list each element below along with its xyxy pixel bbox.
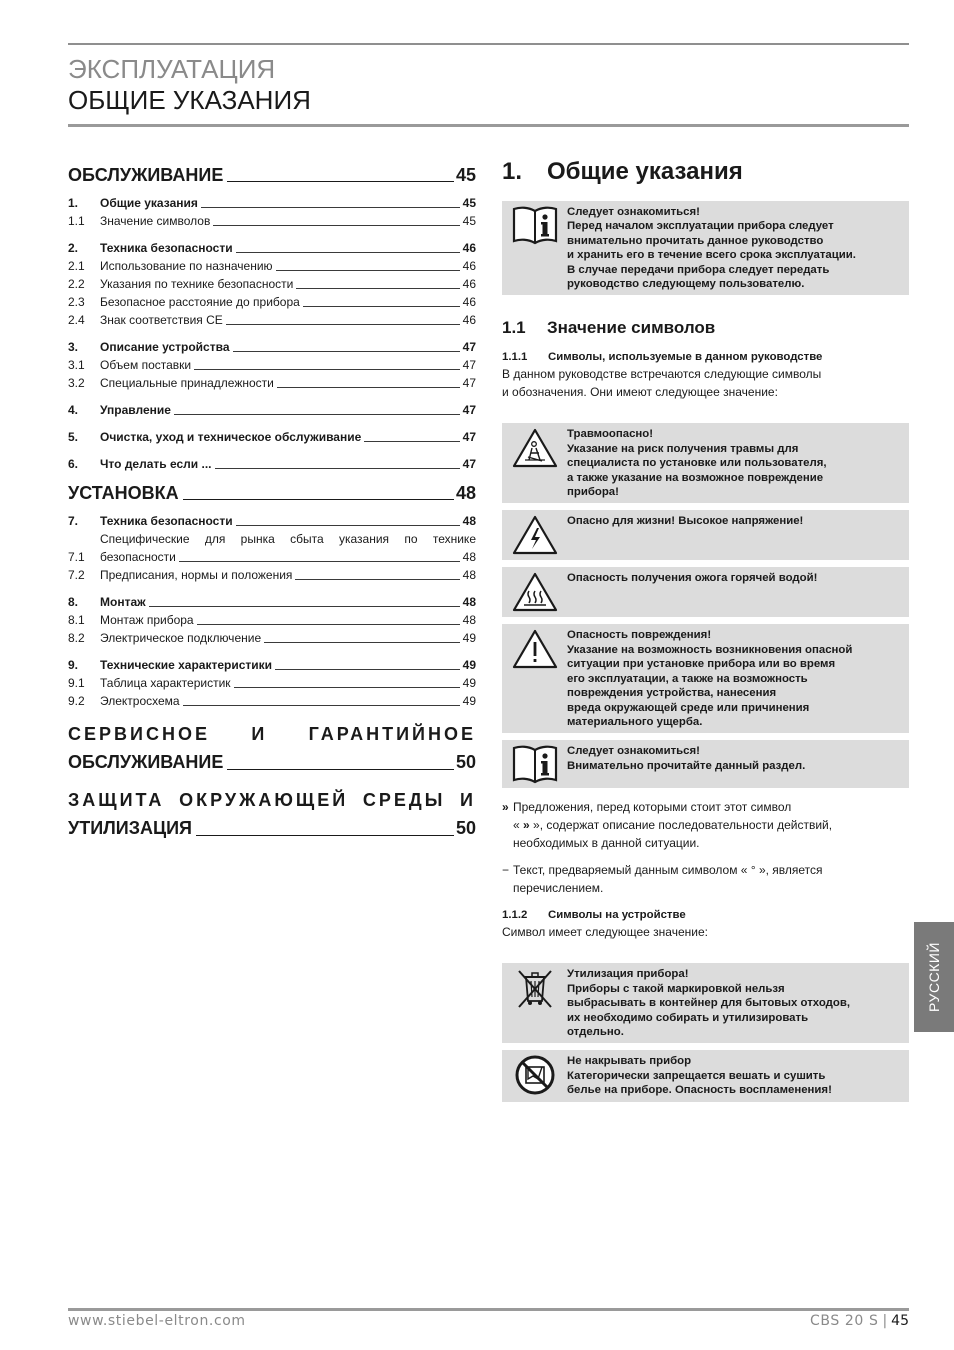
footer-model-page: CBS 20 S | 45 — [810, 1313, 909, 1329]
toc-entry[interactable]: 1. Общие указания 45 — [68, 196, 476, 210]
note-text-line: а также указание на возможное повреждение — [567, 471, 824, 484]
note-text-line: Опасно для жизни! Высокое напряжение! — [567, 515, 804, 528]
toc-major-entry[interactable]: ЗАЩИТА ОКРУЖАЮЩЕЙ СРЕДЫ И УТИЛИЗАЦИЯ 50 — [68, 790, 476, 838]
toc-entry[interactable]: 8.1 Монтаж прибора 48 — [68, 613, 476, 627]
section-title: 1. Общие указания — [502, 158, 743, 185]
language-tab[interactable]: РУССКИЙ — [914, 922, 954, 1032]
footer-rule — [68, 1308, 909, 1311]
toc-major-entry[interactable]: УСТАНОВКА 48 — [68, 483, 476, 503]
toc-entry[interactable]: 2.1 Использование по назначению 46 — [68, 259, 476, 273]
toc-group — [68, 656, 476, 710]
warning-box — [502, 1050, 909, 1101]
note-box — [502, 201, 909, 295]
toc-entry[interactable]: 2.2 Указания по технике безопасности 46 — [68, 277, 476, 291]
note-text-line: Травмоопасно! — [567, 428, 654, 441]
note-text-line: Следует ознакомиться! — [567, 206, 700, 218]
note-box — [502, 740, 909, 788]
toc-group — [68, 455, 476, 473]
toc-group — [68, 338, 476, 392]
subsubsection-title: 1.1.2 Символы на устройстве — [502, 909, 686, 922]
high-voltage-icon — [508, 514, 562, 556]
note-text-line: специалиста по установке или пользователя, — [567, 457, 827, 470]
header-bottom-rule — [68, 124, 909, 127]
toc-entry[interactable]: 1.1 Значение символов 45 — [68, 214, 476, 228]
subsubsection-title: 1.1.1 Символы, используемые в данном руководстве — [502, 351, 823, 364]
toc-entry[interactable]: 2.3 Безопасное расстояние до прибора 46 — [68, 295, 476, 309]
note-text-line: внимательно прочитать данное руководство — [567, 234, 824, 247]
list-item-action: » Предложения, перед которыми стоит этот символ « » », содержат описание последовательности действий, необходимых в данной ситуации. — [502, 800, 833, 851]
list-item-enumeration: − Текст, предваряемый данным символом « ° », является перечислением. — [502, 863, 823, 896]
toc-major-entry[interactable]: СЕРВИСНОЕ И ГАРАНТИЙНОЕ ОБСЛУЖИВАНИЕ 50 — [68, 724, 476, 772]
note-text-line: белье на приборе. Опасность воспламенения! — [567, 1084, 832, 1097]
note-text-line: и хранить его в течение всего срока эксплуатации. — [567, 249, 856, 262]
note-text-line: Приборы с такой маркировкой нельзя — [567, 982, 785, 995]
note-text-line: отдельно. — [567, 1025, 624, 1038]
note-text-line: Перед началом эксплуатации прибора следует — [567, 220, 834, 233]
toc-entry[interactable]: 2. Техника безопасности 46 — [68, 241, 476, 255]
toc-entry[interactable]: 5. Очистка, уход и техническое обслуживание 47 — [68, 430, 476, 444]
note-text-line: Категорически запрещается вешать и сушить — [567, 1069, 826, 1082]
note-text-line: Не накрывать прибор — [567, 1055, 692, 1068]
footer-url[interactable]: www.stiebel-eltron.com — [68, 1313, 246, 1329]
note-text-line: его эксплуатации, а также на возможность — [567, 672, 808, 685]
toc-entry[interactable]: 2.4 Знак соответствия CE 46 — [68, 313, 476, 327]
note-text-line: Опасность получения ожога горячей водой! — [567, 572, 818, 585]
toc-group — [68, 239, 476, 329]
device-symbols-intro: Символ имеет следующее значение: — [502, 925, 708, 940]
note-text-line: Опасность повреждения! — [567, 629, 712, 642]
book-info-icon — [508, 205, 562, 245]
toc-group — [68, 194, 476, 230]
note-text-line: прибора! — [567, 486, 619, 499]
warning-box — [502, 624, 909, 733]
toc-entry[interactable]: 6. Что делать если ... 47 — [68, 457, 476, 471]
injury-warning-icon — [508, 427, 562, 469]
main-content — [502, 155, 909, 1109]
subsection-title: 1.1 Значение символов — [502, 318, 716, 338]
note-text-line: материального ущерба. — [567, 715, 703, 728]
toc-entry[interactable]: 7. Техника безопасности 48 — [68, 514, 476, 528]
toc-entry[interactable]: 9.1 Таблица характеристик 49 — [68, 676, 476, 690]
header-title-section: ОБЩИЕ УКАЗАНИЯ — [68, 85, 311, 115]
note-text-line: их необходимо собирать и утилизировать — [567, 1011, 809, 1024]
exclamation-warning-icon — [508, 628, 562, 670]
warning-box — [502, 423, 909, 503]
note-text-line: Внимательно прочитайте данный раздел. — [567, 759, 806, 772]
header-title-chapter: ЭКСПЛУАТАЦИЯ — [68, 54, 276, 84]
warning-box — [502, 963, 909, 1043]
warning-box — [502, 510, 909, 560]
table-of-contents — [68, 160, 476, 844]
toc-entry[interactable]: 3.2 Специальные принадлежности 47 — [68, 376, 476, 390]
note-text-line: вреда окружающей среде или причинения — [567, 701, 810, 714]
toc-group — [68, 593, 476, 647]
note-text-line: руководство следующему пользователю. — [567, 278, 805, 291]
intro-paragraph: В данном руководстве встречаются следующие символы и обозначения. Они имеют следующее значение: — [502, 367, 822, 400]
toc-group — [68, 428, 476, 446]
toc-entry[interactable]: 3. Описание устройства 47 — [68, 340, 476, 354]
do-not-cover-icon — [508, 1054, 562, 1096]
toc-entry[interactable]: 3.1 Объем поставки 47 — [68, 358, 476, 372]
header-top-rule — [68, 43, 909, 45]
note-text-line: Указание на возможность возникновения опасной — [567, 643, 853, 656]
page-number: 45 — [891, 1313, 909, 1329]
toc-entry[interactable]: 8.2 Электрическое подключение 49 — [68, 631, 476, 645]
toc-entry[interactable]: 7.2 Предписания, нормы и положения 48 — [68, 568, 476, 582]
hot-water-icon — [508, 571, 562, 613]
toc-entry[interactable]: 8. Монтаж 48 — [68, 595, 476, 609]
note-text-line: повреждения устройства, нанесения — [567, 687, 777, 700]
warning-box — [502, 567, 909, 617]
toc-major-entry[interactable]: ОБСЛУЖИВАНИЕ 45 — [68, 165, 476, 185]
note-text-line: В случае передачи прибора следует передать — [567, 263, 830, 276]
crossed-bin-icon — [508, 967, 562, 1009]
book-info-icon — [508, 744, 562, 784]
note-text-line: Следует ознакомиться! — [567, 745, 700, 758]
toc-entry[interactable]: 9. Технические характеристики 49 — [68, 658, 476, 672]
note-text-line: Утилизация прибора! — [567, 968, 689, 981]
toc-entry[interactable]: 4. Управление 47 — [68, 403, 476, 417]
toc-group — [68, 512, 476, 584]
note-text-line: Указание на риск получения травмы для — [567, 442, 799, 455]
note-text-line: выбрасывать в контейнер для бытовых отходов, — [567, 997, 850, 1010]
toc-entry[interactable]: 9.2 Электросхема 49 — [68, 694, 476, 708]
toc-entry[interactable]: 7.1 Специфические для рынка сбыта указания по технике безопасности 48 — [68, 532, 476, 564]
toc-group — [68, 401, 476, 419]
note-text-line: ситуации при установке прибора или во время — [567, 658, 836, 671]
